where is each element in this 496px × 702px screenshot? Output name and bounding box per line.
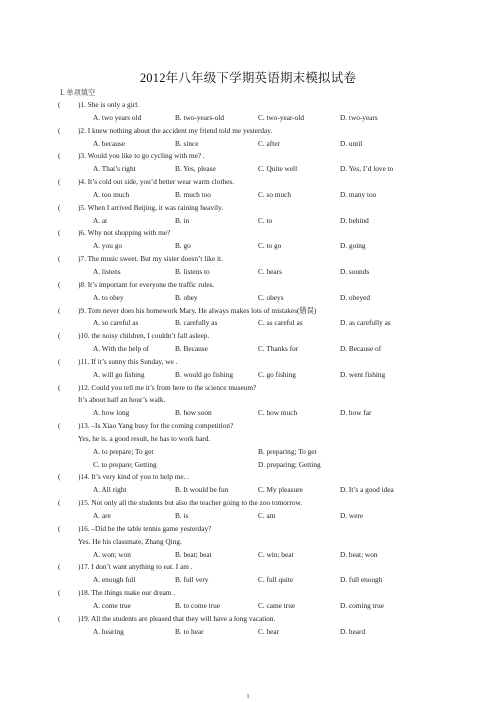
- question-list: [58, 99, 478, 638]
- option: A. With the help of: [93, 344, 150, 354]
- question-stem: [58, 330, 478, 343]
- answer-paren-open: (: [58, 305, 61, 315]
- option: C. win; beat: [258, 549, 294, 559]
- question-text: )7. The music sweet. But my sister doesn’t like it.: [78, 254, 223, 264]
- option: D. sounds: [340, 266, 370, 276]
- option: D. behind: [340, 215, 369, 225]
- answer-paren-open: (: [58, 588, 61, 598]
- option: C. to: [258, 215, 273, 225]
- answer-paren-open: (: [58, 498, 61, 508]
- option: C. two-year-old: [258, 112, 305, 122]
- option: A. to obey: [93, 292, 124, 302]
- option: D. how far: [340, 408, 372, 418]
- question-text: )14. It’s very kind of you to help me. .: [78, 472, 190, 482]
- option: A. at: [93, 215, 108, 225]
- options-row: [58, 484, 478, 497]
- option: A. how long: [93, 408, 130, 418]
- options-row: [58, 446, 478, 459]
- question-text: )18. The things make our dream .: [78, 588, 176, 598]
- option: B. would go fishing: [175, 369, 233, 379]
- question-continuation: [58, 433, 478, 446]
- options-row: [58, 407, 478, 420]
- question-text: )2. I knew nothing about the accident my friend told me yesterday.: [78, 125, 273, 135]
- continuation-text: It’s about half an hour’s walk.: [78, 395, 166, 405]
- option: D. obeyed: [340, 292, 370, 302]
- question-stem: [58, 382, 478, 395]
- options-row: [58, 240, 478, 253]
- option: C. Thanks for: [258, 344, 299, 354]
- options-row: [58, 215, 478, 228]
- question-stem: [58, 305, 478, 318]
- option: C. to prepare; Getting: [93, 459, 157, 469]
- option: A. won; won: [93, 549, 131, 559]
- question-text: )12. Could you tell me it’s from here to the science museum?: [78, 382, 257, 392]
- question-text: )8. It’s important for everyone the traffic rules.: [78, 279, 215, 289]
- option: B. carefully as: [175, 318, 218, 328]
- option: B. Yes, please: [175, 164, 216, 174]
- question-stem: [58, 253, 478, 266]
- option: A. That’s right: [93, 164, 136, 174]
- option: C. go fishing: [258, 369, 296, 379]
- options-row: [58, 138, 478, 151]
- options-row: [58, 112, 478, 125]
- options-row: [58, 369, 478, 382]
- answer-paren-open: (: [58, 177, 61, 187]
- option: B. in: [175, 215, 190, 225]
- option: C. as careful as: [258, 318, 303, 328]
- question-continuation: [58, 536, 478, 549]
- options-row: [58, 549, 478, 562]
- question-stem: [58, 497, 478, 510]
- option: A. All right: [93, 485, 127, 495]
- option: C. after: [258, 138, 280, 148]
- option: D. were: [340, 511, 364, 520]
- option: C. am: [258, 511, 276, 520]
- section-heading: Ⅰ. 单项填空: [60, 89, 96, 97]
- question-text: )13. –Is Xiao Yang busy for the coming competition?: [78, 421, 234, 431]
- question-text: )6. Why not shopping with me?: [78, 228, 171, 238]
- option: C. how much: [258, 408, 298, 418]
- page-number: 1: [246, 693, 250, 700]
- question-continuation: [58, 394, 478, 407]
- option: D. going: [340, 241, 366, 251]
- question-text: )15. Not only all the students but also the teacher going to the zoo tomorrow.: [78, 498, 303, 508]
- option: A. come true: [93, 600, 131, 610]
- option: C. hear: [258, 626, 280, 636]
- options-row: [58, 266, 478, 279]
- option: B. is: [175, 511, 189, 520]
- question-text: )16. –Did he the table tennis game yesterday?: [78, 523, 212, 533]
- option: C. to go: [258, 241, 282, 251]
- option: B. to hear: [175, 626, 204, 636]
- option: D. preparing; Getting: [258, 459, 321, 469]
- options-row: [58, 163, 478, 176]
- option: C. full quite: [258, 575, 294, 585]
- option: B. listens to: [175, 266, 210, 276]
- option: B. much too: [175, 189, 211, 199]
- option: D. beat; won: [340, 549, 378, 559]
- question-stem: [58, 279, 478, 292]
- option: C. obeys: [258, 292, 284, 302]
- option: B. full very: [175, 575, 209, 585]
- option: D. full enough: [340, 575, 383, 585]
- option: A. to prepare; To get: [93, 446, 154, 456]
- options-row: [58, 343, 478, 356]
- question-text: )19. All the students are pleased that they will have a long vacation.: [78, 613, 276, 623]
- option: B. beat; beat: [175, 549, 212, 559]
- answer-paren-open: (: [58, 331, 61, 341]
- question-text: )17. I don’t want anything to eat. I am .: [78, 562, 193, 572]
- question-stem: [58, 523, 478, 536]
- page-title: 2012年八年级下学期英语期末模拟试卷: [139, 71, 357, 85]
- option: D. until: [340, 138, 363, 148]
- option: B. to come true: [175, 600, 220, 610]
- question-stem: [58, 613, 478, 626]
- answer-paren-open: (: [58, 228, 61, 238]
- question-stem: [58, 227, 478, 240]
- question-stem: [58, 176, 478, 189]
- options-row: [58, 600, 478, 613]
- option: C. so much: [258, 189, 292, 199]
- option: B. obey: [175, 292, 198, 302]
- question-stem: [58, 420, 478, 433]
- option: A. are: [93, 511, 111, 520]
- question-text: )5. When I arrived Beijing, it was raining heavily.: [78, 202, 224, 212]
- question-text: )1. She is only a girl.: [78, 100, 140, 109]
- question-text: )11. If it’s sunny this Sunday, we .: [78, 356, 178, 366]
- answer-paren-open: (: [58, 254, 61, 264]
- answer-paren-open: (: [58, 523, 61, 533]
- option: D. Yes, I’d love to: [340, 164, 394, 174]
- question-stem: [58, 356, 478, 369]
- answer-paren-open: (: [58, 562, 61, 572]
- question-stem: [58, 99, 478, 112]
- option: B. how soon: [175, 408, 212, 418]
- answer-paren-open: (: [58, 279, 61, 289]
- answer-paren-open: (: [58, 472, 61, 482]
- option: B. Because: [175, 344, 208, 354]
- continuation-text: Yes, he is. a good result, he has to work hard.: [78, 433, 211, 443]
- option: D. as carefully as: [340, 318, 391, 328]
- question-text: )10. the noisy children, I couldn’t fall asleep.: [78, 331, 210, 341]
- option: B. go: [175, 241, 191, 251]
- options-row: [58, 574, 478, 587]
- answer-paren-open: (: [58, 125, 61, 135]
- question-stem: [58, 471, 478, 484]
- option: D. went fishing: [340, 369, 386, 379]
- option: A. because: [93, 138, 126, 148]
- question-stem: [58, 587, 478, 600]
- option: B. since: [175, 138, 199, 148]
- option: B. preparing; To get: [258, 446, 317, 456]
- question-text: )3. Would you like to go cycling with me? .: [78, 151, 205, 161]
- option: C. hears: [258, 266, 282, 276]
- option: D. two-years: [340, 112, 378, 122]
- option: A. listens: [93, 266, 121, 276]
- option: C. My pleasure: [258, 485, 303, 495]
- options-row: [58, 292, 478, 305]
- answer-paren-open: (: [58, 202, 61, 212]
- options-row: [58, 510, 478, 523]
- options-row: [58, 459, 478, 472]
- option: A. hearing: [93, 626, 124, 636]
- question-stem: [58, 561, 478, 574]
- answer-paren-open: (: [58, 356, 61, 366]
- option: B. two-years-old: [175, 112, 225, 122]
- option: D. Because of: [340, 344, 382, 354]
- answer-paren-open: (: [58, 382, 61, 392]
- option: D. many too: [340, 189, 377, 199]
- answer-paren-open: (: [58, 100, 61, 109]
- question-stem: [58, 150, 478, 163]
- option: A. too much: [93, 189, 130, 199]
- option: C. Quite well: [258, 164, 298, 174]
- answer-paren-open: (: [58, 613, 61, 623]
- option: A. will go fishing: [93, 369, 145, 379]
- option: A. you go: [93, 241, 122, 251]
- option: A. so careful as: [93, 318, 139, 328]
- question-stem: [58, 125, 478, 138]
- option: C. came true: [258, 600, 296, 610]
- option: A. enough full: [93, 575, 136, 585]
- option: D. It’s a good idea: [340, 485, 394, 495]
- options-row: [58, 189, 478, 202]
- continuation-text: Yes. He his classmate, Zhang Qing.: [78, 536, 182, 546]
- question-text: )9. Tom never does his homework Mary. He always makes lots of mistakes(错误): [78, 305, 317, 315]
- question-text: )4. It’s cold out side, you’d better wear warm clothes.: [78, 177, 235, 187]
- option: D. heard: [340, 626, 366, 636]
- answer-paren-open: (: [58, 151, 61, 161]
- options-row: [58, 317, 478, 330]
- option: B. It would be fun: [175, 485, 229, 495]
- answer-paren-open: (: [58, 421, 61, 431]
- question-stem: [58, 202, 478, 215]
- option: A. two years old: [93, 112, 142, 122]
- option: D. coming true: [340, 600, 384, 610]
- options-row: [58, 626, 478, 639]
